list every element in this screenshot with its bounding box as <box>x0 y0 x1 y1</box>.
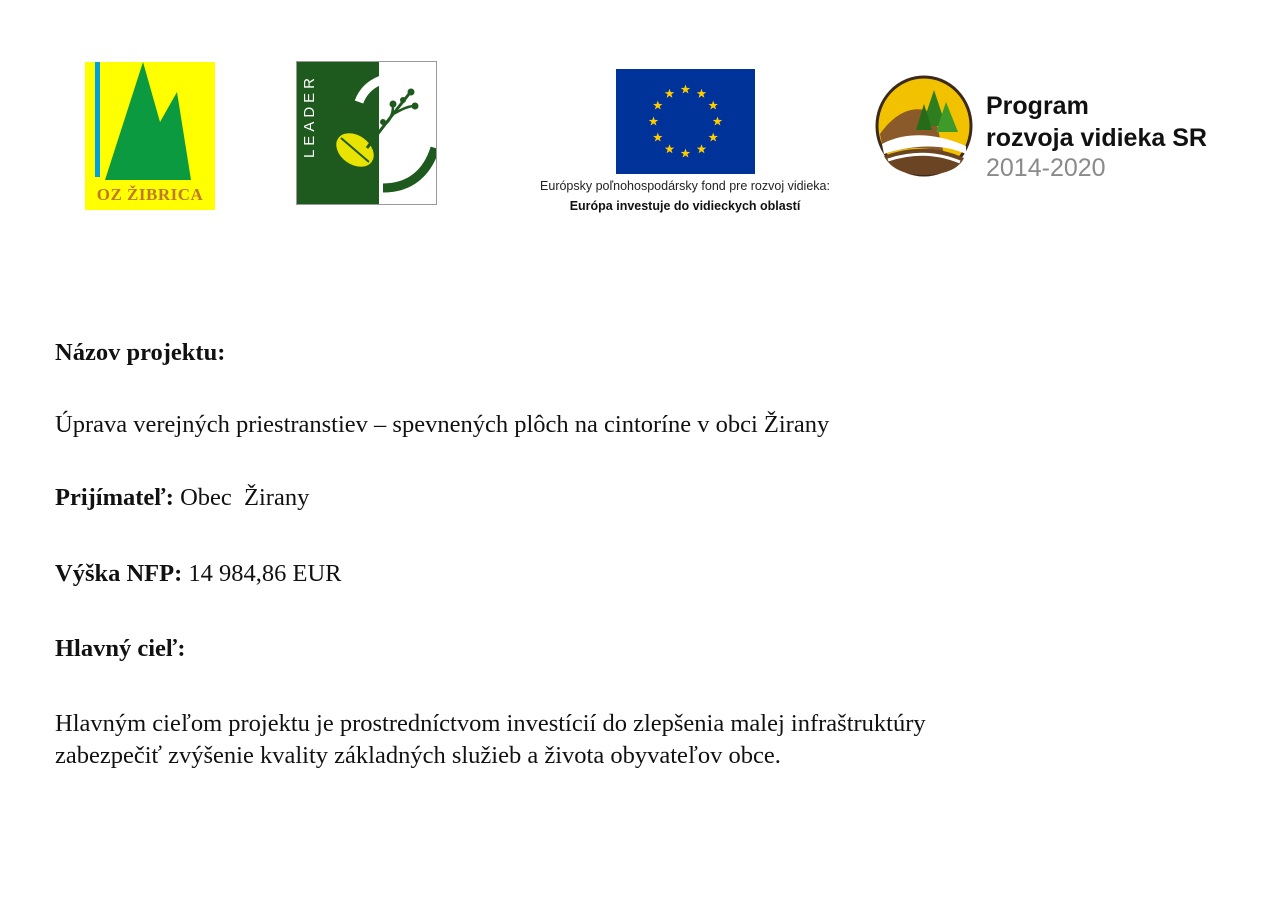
goal-paragraph <box>55 708 1205 772</box>
prv-title-line1: Program <box>986 92 1089 120</box>
recipient-value: Obec Žirany <box>180 484 310 511</box>
eu-star-icon <box>681 149 691 158</box>
project-name-text: Úprava verejných priestranstiev – spevnených plôch na cintoríne v obci Žirany <box>55 411 830 438</box>
nfp-value: 14 984,86 EUR <box>188 560 342 587</box>
oz-zibrica-text: OZ ŽIBRICA <box>96 185 204 204</box>
recipient-label: Prijímateľ: <box>55 484 174 511</box>
eu-star-icon <box>708 101 718 110</box>
eu-star-icon <box>681 85 691 94</box>
eu-star-icon <box>653 101 663 110</box>
eu-star-icon <box>697 89 707 98</box>
eu-star-icon <box>665 144 675 153</box>
nfp-row <box>55 558 342 590</box>
oz-zibrica-logo <box>85 62 215 210</box>
leader-logo <box>296 61 437 205</box>
prv-title-line2: rozvoja vidieka SR <box>986 124 1207 152</box>
prv-emblem-icon <box>874 74 974 178</box>
leader-text: LEADER <box>301 74 318 159</box>
eu-star-icon <box>665 89 675 98</box>
eu-star-icon <box>697 144 707 153</box>
eu-stars-icon <box>616 69 755 174</box>
eu-star-icon <box>708 133 718 142</box>
eu-flag <box>616 69 755 174</box>
project-name-heading: Názov projektu: <box>55 339 226 366</box>
goal-line2: zabezpečiť zvýšenie kvality základných služieb a života obyvateľov obce. <box>55 742 781 769</box>
prv-period: 2014-2020 <box>986 154 1106 182</box>
goal-line1: Hlavným cieľom projektu je prostredníctvom investícií do zlepšenia malej infraštruktúry <box>55 710 926 737</box>
eu-star-icon <box>649 117 659 126</box>
recipient-row <box>55 482 309 514</box>
eu-caption-line2: Európa investuje do vidieckych oblastí <box>569 199 801 213</box>
nfp-label: Výška NFP: <box>55 560 183 587</box>
eu-star-icon <box>653 133 663 142</box>
goal-heading: Hlavný cieľ: <box>55 635 186 662</box>
eu-caption-line1: Európsky poľnohospodársky fond pre rozvoj vidieka: <box>540 179 830 193</box>
eu-star-icon <box>713 117 723 126</box>
